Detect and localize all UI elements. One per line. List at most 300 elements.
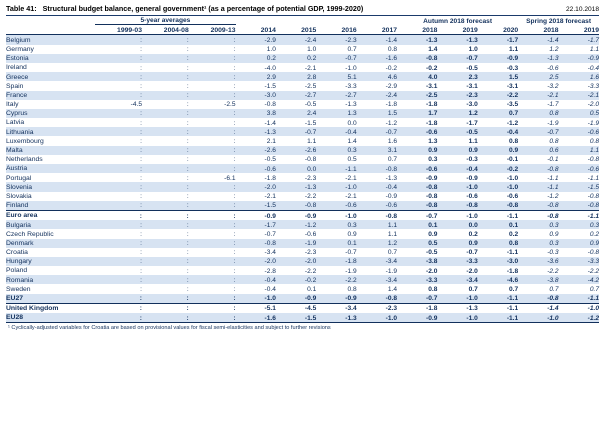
cell-13-9: -0.1 — [506, 156, 519, 164]
row-country-label: EU27 — [6, 295, 24, 303]
cell-17-5: -2.1 — [345, 193, 357, 201]
cell-8-10: 0.8 — [549, 110, 559, 118]
cell-4-5: 5.1 — [347, 73, 357, 81]
cell-1-4: 1.0 — [307, 46, 317, 54]
cell-7-2: -2.5 — [224, 101, 236, 109]
row-country-label: Denmark — [6, 239, 34, 247]
row-country-label: Germany — [6, 45, 34, 53]
cell-21-7: 0.9 — [428, 230, 438, 238]
cell-4-6: 4.6 — [387, 73, 398, 81]
cell-0-1: : — [186, 36, 189, 44]
cell-30-5: -1.3 — [316, 313, 356, 323]
cell-10-7: -0.6 — [426, 128, 438, 136]
cell-3-5: -1.0 — [345, 64, 357, 72]
cell-3-2: : — [233, 64, 236, 72]
cell-14-5: -1.1 — [345, 165, 357, 173]
table-row — [6, 257, 599, 266]
cell-0-9: -1.7 — [506, 36, 519, 44]
cell-22-2: : — [233, 240, 236, 248]
row-country-label: Finland — [6, 202, 29, 210]
cell-6-2: : — [233, 92, 236, 100]
cell-13-10: -0.1 — [547, 156, 559, 164]
table-row — [6, 118, 599, 127]
cell-26-9: -4.6 — [506, 276, 519, 284]
cell-12-5: 0.3 — [347, 147, 357, 155]
cell-18-11: -0.8 — [587, 202, 599, 210]
table-row — [6, 192, 599, 201]
cell-25-7: -2.0 — [426, 267, 438, 275]
cell-14-6: -0.8 — [385, 165, 398, 173]
cell-0-7: -1.3 — [426, 36, 438, 44]
cell-0-5: -2.3 — [345, 36, 357, 44]
cell-28-4: -0.9 — [304, 295, 317, 303]
cell-18-10: -0.8 — [547, 202, 559, 210]
cell-22-8: 0.9 — [468, 240, 478, 248]
cell-6-3: -3.0 — [264, 92, 276, 100]
cell-2-0: : — [140, 55, 142, 63]
cell-26-8: -3.4 — [466, 276, 478, 284]
cell-26-2: : — [233, 276, 236, 284]
cell-27-3: -0.4 — [264, 286, 276, 294]
cell-28-3: -1.0 — [264, 295, 276, 303]
cell-24-7: -3.8 — [426, 258, 438, 266]
cell-10-2: : — [233, 128, 236, 136]
cell-15-10: -1.1 — [547, 174, 559, 182]
cell-12-1: : — [186, 147, 189, 155]
row-country-label: Sweden — [6, 285, 31, 293]
cell-9-2: : — [233, 119, 236, 127]
cell-23-1: : — [186, 249, 189, 257]
cell-21-11: 0.2 — [589, 230, 599, 238]
cell-4-7: 4.0 — [428, 73, 438, 81]
cell-13-3: -0.5 — [264, 156, 276, 164]
cell-11-0: : — [140, 138, 142, 146]
cell-5-0: : — [140, 82, 142, 90]
cell-27-10: 0.7 — [549, 286, 559, 294]
cell-5-9: -3.1 — [506, 82, 519, 90]
cell-5-5: -3.3 — [345, 82, 357, 90]
cell-11-4: 1.1 — [307, 138, 317, 146]
cell-8-11: 0.5 — [589, 110, 599, 118]
cell-26-3: -0.4 — [264, 276, 276, 284]
cell-15-0: : — [140, 174, 142, 182]
cell-3-0: : — [140, 64, 142, 72]
table-row — [6, 275, 599, 284]
cell-25-1: : — [186, 267, 189, 275]
row-country-label: United Kingdom — [6, 303, 95, 313]
cell-22-5: 0.1 — [347, 240, 357, 248]
cell-30-8: -1.0 — [437, 313, 477, 323]
cell-3-3: -4.0 — [264, 64, 276, 72]
cell-28-9: -1.1 — [506, 295, 519, 303]
cell-5-11: -3.3 — [587, 82, 599, 90]
header-year-row — [6, 25, 599, 35]
cell-20-10: 0.3 — [549, 221, 559, 229]
cell-29-5: -3.4 — [316, 303, 356, 313]
col-2016: 2016 — [316, 25, 356, 35]
cell-16-0: : — [140, 183, 142, 191]
cell-13-5: 0.5 — [347, 156, 357, 164]
cell-2-7: -0.8 — [426, 55, 438, 63]
cell-2-11: -0.9 — [587, 55, 599, 63]
cell-22-11: 0.9 — [589, 240, 599, 248]
row-country-label: Romania — [6, 276, 34, 284]
cell-15-9: -1.0 — [506, 174, 519, 182]
cell-6-10: -2.1 — [547, 92, 559, 100]
cell-5-2: : — [233, 82, 236, 90]
cell-3-7: -0.2 — [426, 64, 438, 72]
cell-22-1: : — [186, 240, 189, 248]
cell-27-4: 0.1 — [307, 286, 317, 294]
cell-4-4: 2.8 — [307, 73, 317, 81]
cell-3-11: -0.4 — [587, 64, 599, 72]
table-row — [6, 173, 599, 182]
cell-19-8: -1.0 — [437, 210, 477, 220]
cell-20-1: : — [186, 221, 189, 229]
table-row — [6, 201, 599, 211]
cell-2-1: : — [186, 55, 189, 63]
cell-7-8: -3.0 — [466, 101, 478, 109]
cell-11-6: 1.6 — [387, 138, 398, 146]
col-2015: 2015 — [276, 25, 316, 35]
cell-21-10: 0.9 — [549, 230, 559, 238]
cell-20-6: 1.1 — [387, 221, 398, 229]
cell-0-2: : — [233, 36, 236, 44]
cell-10-11: -0.6 — [587, 128, 599, 136]
cell-1-6: 0.8 — [387, 46, 398, 54]
cell-1-9: 1.1 — [509, 46, 519, 54]
cell-12-3: -2.6 — [264, 147, 276, 155]
cell-7-1: : — [186, 101, 189, 109]
cell-29-0: : — [95, 303, 142, 313]
table-row — [6, 210, 599, 220]
cell-1-3: 1.0 — [266, 46, 276, 54]
col-autumn-2018: 2018 — [397, 25, 437, 35]
cell-4-1: : — [186, 73, 189, 81]
cell-7-7: -1.8 — [426, 101, 438, 109]
cell-23-9: -1.1 — [506, 249, 519, 257]
cell-21-3: -0.7 — [264, 230, 276, 238]
table-row — [6, 284, 599, 293]
cell-4-10: 2.5 — [549, 73, 559, 81]
cell-18-3: -1.5 — [264, 202, 276, 210]
cell-14-0: : — [140, 165, 142, 173]
col-spring-2019: 2019 — [559, 25, 599, 35]
cell-19-10: -0.8 — [518, 210, 558, 220]
cell-29-10: -1.4 — [518, 303, 558, 313]
cell-14-8: -0.4 — [466, 165, 478, 173]
cell-12-2: : — [233, 147, 236, 155]
cell-24-4: -2.0 — [304, 258, 317, 266]
cell-4-11: 1.6 — [589, 73, 599, 81]
cell-0-3: -2.9 — [264, 36, 276, 44]
cell-28-6: -0.8 — [385, 295, 398, 303]
cell-17-7: -0.8 — [426, 193, 438, 201]
cell-22-9: 0.8 — [509, 240, 519, 248]
row-country-label: Greece — [6, 73, 29, 81]
cell-15-4: -2.3 — [304, 174, 317, 182]
cell-20-4: -1.2 — [304, 221, 317, 229]
cell-11-10: 0.8 — [549, 138, 559, 146]
cell-19-1: : — [142, 210, 189, 220]
cell-16-9: -1.0 — [506, 183, 519, 191]
cell-4-3: 2.9 — [266, 73, 276, 81]
cell-20-9: 0.1 — [509, 221, 519, 229]
cell-23-6: 0.7 — [387, 249, 398, 257]
cell-17-8: -0.6 — [466, 193, 478, 201]
table-label: Table 41: — [6, 4, 37, 13]
cell-18-5: -0.6 — [345, 202, 357, 210]
cell-15-2: -6.1 — [224, 174, 236, 182]
col-2014: 2014 — [236, 25, 276, 35]
cell-0-10: -1.4 — [547, 36, 559, 44]
cell-2-9: -0.9 — [506, 55, 519, 63]
cell-15-8: -0.9 — [466, 174, 478, 182]
cell-11-11: 0.8 — [589, 138, 599, 146]
cell-28-7: -0.7 — [426, 295, 438, 303]
cell-11-7: 1.3 — [428, 138, 438, 146]
cell-27-6: 1.4 — [387, 286, 398, 294]
cell-16-3: -2.0 — [264, 183, 276, 191]
cell-12-11: 1.1 — [589, 147, 599, 155]
cell-24-0: : — [140, 258, 142, 266]
cell-9-5: 0.0 — [347, 119, 357, 127]
row-country-label: Italy — [6, 101, 19, 109]
cell-21-4: -0.6 — [304, 230, 317, 238]
row-country-label: Euro area — [6, 210, 95, 220]
cell-11-2: : — [233, 138, 236, 146]
cell-25-6: -1.9 — [385, 267, 398, 275]
cell-6-11: -2.1 — [587, 92, 599, 100]
cell-9-6: -1.2 — [385, 119, 398, 127]
cell-2-10: -1.3 — [547, 55, 559, 63]
cell-1-7: 1.4 — [428, 46, 438, 54]
row-country-label: Hungary — [6, 258, 32, 266]
row-country-label: Estonia — [6, 55, 29, 63]
cell-30-6: -1.0 — [357, 313, 397, 323]
cell-4-9: 1.5 — [509, 73, 519, 81]
empty-corner — [6, 16, 95, 25]
cell-24-6: -3.4 — [385, 258, 398, 266]
col-2004-08: 2004-08 — [142, 25, 189, 35]
cell-0-0: : — [140, 36, 142, 44]
cell-20-0: : — [140, 221, 142, 229]
cell-21-0: : — [140, 230, 142, 238]
cell-29-4: -4.5 — [276, 303, 316, 313]
row-country-label: Slovakia — [6, 192, 32, 200]
cell-23-5: -0.7 — [345, 249, 357, 257]
col-autumn-2019: 2019 — [437, 25, 477, 35]
cell-8-6: 1.5 — [387, 110, 398, 118]
cell-3-6: -0.2 — [385, 64, 398, 72]
cell-13-1: : — [186, 156, 189, 164]
cell-25-9: -1.8 — [506, 267, 519, 275]
cell-0-11: -1.7 — [587, 36, 599, 44]
cell-29-1: : — [142, 303, 189, 313]
cell-10-4: -0.7 — [304, 128, 317, 136]
cell-21-1: : — [186, 230, 189, 238]
cell-0-6: -1.4 — [385, 36, 398, 44]
cell-25-2: : — [233, 267, 236, 275]
cell-24-10: -3.6 — [547, 258, 559, 266]
table-row — [6, 35, 599, 45]
row-country-label: Poland — [6, 267, 28, 275]
cell-14-3: -0.6 — [264, 165, 276, 173]
cell-7-9: -3.5 — [506, 101, 519, 109]
cell-29-11: -1.0 — [559, 303, 599, 313]
cell-26-5: -2.2 — [345, 276, 357, 284]
cell-28-8: -1.0 — [466, 295, 478, 303]
cell-26-6: -3.4 — [385, 276, 398, 284]
cell-10-0: : — [140, 128, 142, 136]
cell-23-0: : — [140, 249, 142, 257]
cell-13-4: -0.8 — [304, 156, 317, 164]
cell-12-8: 0.9 — [468, 147, 478, 155]
cell-22-0: : — [140, 240, 142, 248]
col-autumn-2020: 2020 — [478, 25, 518, 35]
cell-19-2: : — [189, 210, 236, 220]
cell-14-9: -0.2 — [506, 165, 519, 173]
cell-23-2: : — [233, 249, 236, 257]
cell-8-4: 2.4 — [307, 110, 317, 118]
table-row — [6, 248, 599, 257]
cell-15-3: -1.8 — [264, 174, 276, 182]
cell-10-1: : — [186, 128, 189, 136]
cell-24-3: -2.0 — [264, 258, 276, 266]
cell-30-11: -1.2 — [559, 313, 599, 323]
cell-5-7: -3.1 — [426, 82, 438, 90]
cell-10-10: -0.7 — [547, 128, 559, 136]
cell-25-0: : — [140, 267, 142, 275]
cell-6-4: -2.7 — [304, 92, 317, 100]
cell-19-4: -0.9 — [276, 210, 316, 220]
cell-23-10: -0.3 — [547, 249, 559, 257]
cell-4-8: 2.3 — [468, 73, 478, 81]
cell-16-7: -0.8 — [426, 183, 438, 191]
table-footnote: ¹ Cyclically-adjusted variables for Croatia are based on provisional values for fiscal semi-elasticities and subject to further revisions — [8, 325, 331, 332]
row-country-label: Cyprus — [6, 110, 28, 118]
cell-4-2: : — [233, 73, 236, 81]
cell-13-0: : — [140, 156, 142, 164]
row-country-label: Bulgaria — [6, 221, 31, 229]
cell-22-7: 0.5 — [428, 240, 438, 248]
cell-14-7: -0.6 — [426, 165, 438, 173]
cell-18-7: -0.8 — [426, 202, 438, 210]
cell-9-1: : — [186, 119, 189, 127]
structural-budget-balance-table — [6, 16, 599, 323]
table-row — [6, 45, 599, 54]
cell-8-0: : — [140, 110, 142, 118]
col-2009-13: 2009-13 — [189, 25, 236, 35]
cell-23-4: -2.3 — [304, 249, 317, 257]
cell-7-0: -4.5 — [130, 101, 142, 109]
cell-7-6: -1.8 — [385, 101, 398, 109]
cell-30-1: : — [142, 313, 189, 323]
cell-20-2: : — [233, 221, 236, 229]
cell-8-3: 3.8 — [266, 110, 276, 118]
cell-9-8: -1.7 — [466, 119, 478, 127]
table-row — [6, 136, 599, 145]
cell-16-10: -1.1 — [547, 183, 559, 191]
cell-30-4: -1.5 — [276, 313, 316, 323]
cell-5-4: -2.5 — [304, 82, 317, 90]
cell-3-10: -0.6 — [547, 64, 559, 72]
cell-5-6: -2.9 — [385, 82, 398, 90]
cell-21-9: 0.2 — [509, 230, 519, 238]
cell-1-2: : — [233, 46, 236, 54]
row-country-label: Austria — [6, 165, 28, 173]
table-row — [6, 239, 599, 248]
table-row — [6, 266, 599, 275]
cell-17-6: -0.9 — [385, 193, 398, 201]
cell-9-4: -1.5 — [304, 119, 317, 127]
cell-3-1: : — [186, 64, 189, 72]
cell-8-1: : — [186, 110, 189, 118]
cell-13-8: -0.3 — [466, 156, 478, 164]
cell-2-3: 0.2 — [266, 55, 276, 63]
row-country-label: Slovenia — [6, 183, 33, 191]
cell-30-2: : — [189, 313, 236, 323]
cell-14-10: -0.8 — [547, 165, 559, 173]
cell-27-9: 0.7 — [509, 286, 519, 294]
row-country-label: Malta — [6, 147, 23, 155]
cell-20-11: 0.3 — [589, 221, 599, 229]
table-row — [6, 313, 599, 323]
table-row — [6, 100, 599, 109]
cell-29-3: -5.1 — [236, 303, 276, 313]
cell-30-0: : — [95, 313, 142, 323]
cell-6-1: : — [186, 92, 189, 100]
cell-13-6: 0.7 — [387, 156, 398, 164]
row-country-label: Latvia — [6, 119, 25, 127]
cell-21-2: : — [233, 230, 236, 238]
cell-12-0: : — [140, 147, 142, 155]
cell-14-4: 0.0 — [307, 165, 317, 173]
cell-2-5: -0.7 — [345, 55, 357, 63]
cell-21-6: 1.1 — [387, 230, 398, 238]
table-row — [6, 303, 599, 313]
cell-28-2: : — [233, 295, 236, 303]
cell-16-5: -1.0 — [345, 183, 357, 191]
cell-10-8: -0.5 — [466, 128, 478, 136]
header-group-row — [6, 16, 599, 25]
cell-1-0: : — [140, 46, 142, 54]
cell-12-9: 0.9 — [509, 147, 519, 155]
table-row — [6, 72, 599, 81]
cell-9-0: : — [140, 119, 142, 127]
cell-29-9: -1.1 — [478, 303, 518, 313]
cell-9-9: -1.2 — [506, 119, 519, 127]
table-row — [6, 127, 599, 136]
table-row — [6, 294, 599, 304]
cell-6-9: -2.2 — [506, 92, 519, 100]
cell-24-11: -3.3 — [587, 258, 599, 266]
cell-6-5: -2.7 — [345, 92, 357, 100]
cell-15-6: -1.3 — [385, 174, 398, 182]
cell-11-1: : — [186, 138, 189, 146]
cell-26-4: -0.2 — [304, 276, 317, 284]
cell-29-2: : — [189, 303, 236, 313]
cell-17-4: -2.2 — [304, 193, 317, 201]
cell-2-6: -1.6 — [385, 55, 398, 63]
cell-17-10: -1.2 — [547, 193, 559, 201]
cell-14-2: : — [233, 165, 236, 173]
cell-15-1: : — [186, 174, 189, 182]
table-row — [6, 229, 599, 238]
cell-16-8: -1.0 — [466, 183, 478, 191]
group-header-spring: Spring 2018 forecast — [526, 17, 592, 25]
row-country-label: Netherlands — [6, 156, 43, 164]
